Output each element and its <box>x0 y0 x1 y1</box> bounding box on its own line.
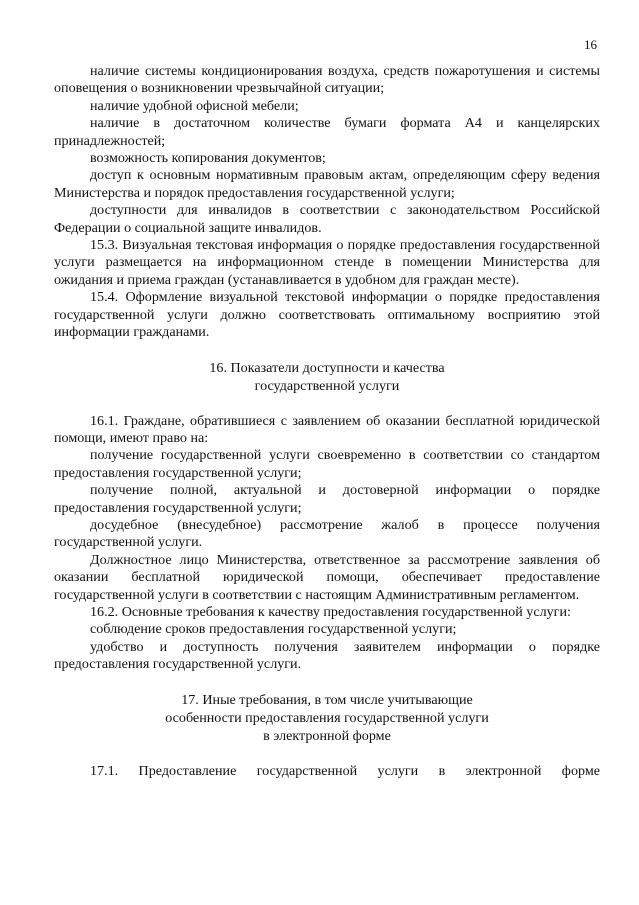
paragraph-15-item-4: возможность копирования документов; <box>90 150 326 167</box>
heading-16-line-1: 16. Показатели доступности и качества <box>209 359 445 376</box>
spacer <box>54 342 600 359</box>
paragraph-16-2: 16.2. Основные требования к качеству предоставления государственной услуги: <box>90 603 571 620</box>
spacer <box>54 674 600 691</box>
page-number: 16 <box>584 37 597 52</box>
paragraph-15-item-5: доступ к основным нормативным правовым актам, определяющим сферу ведения Министерства и порядок предоставления государственной услуги; <box>54 167 600 201</box>
paragraph-16-item-2: получение полной, актуальной и достоверной информации о порядке предоставления государственной услуги; <box>54 482 600 516</box>
paragraph-15-4: 15.4. Оформление визуальной текстовой информации о порядке предоставления государственной услуги должно соответствовать оптимальному восприятию этой информации гражданами. <box>54 289 600 341</box>
paragraph-15-item-6: доступности для инвалидов в соответствии с законодательством Российской Федерации о социальной защите инвалидов. <box>54 202 600 236</box>
heading-17-line-1: 17. Иные требования, в том числе учитывающие <box>181 691 473 708</box>
paragraph-16-2-item-1: соблюдение сроков предоставления государственной услуги; <box>90 621 457 638</box>
paragraph-15-item-2: наличие удобной офисной мебели; <box>90 97 299 114</box>
paragraph-16-2-item-2: удобство и доступность получения заявителем информации о порядке предоставления государственной услуги. <box>54 638 600 673</box>
paragraph-15-item-1: наличие системы кондиционирования воздуха, средств пожаротушения и системы оповещения о возникновении чрезвычайной ситуации; <box>54 63 600 97</box>
paragraph-16-item-3: досудебное (внесудебное) рассмотрение жалоб в процессе получения государственной услуги. <box>54 516 600 551</box>
paragraph-15-item-3: наличие в достаточном количестве бумаги формата А4 и канцелярских принадлежностей; <box>54 115 600 149</box>
document-body <box>54 63 600 780</box>
paragraph-16-item-1: получение государственной услуги своевременно в соответствии со стандартом предоставления государственной услуги; <box>54 447 600 481</box>
heading-16-line-2: государственной услуги <box>254 377 400 394</box>
section-heading-16 <box>54 359 600 395</box>
paragraph-15-3: 15.3. Визуальная текстовая информация о порядке предоставления государственной услуги размещается на информационном стенде в помещении Министерства для ожидания и приема граждан (устанавливается в удобном для граждан месте). <box>54 237 600 288</box>
heading-17-line-3: в электронной форме <box>263 727 391 744</box>
spacer <box>54 745 600 763</box>
paragraph-16-official: Должностное лицо Министерства, ответственное за рассмотрение заявления об оказании бесплатной юридической помощи, обеспечивает предоставление государственной услуги в соответствии с настоящим Административным регламентом. <box>54 551 600 603</box>
section-heading-17 <box>54 691 600 745</box>
paragraph-17-1: 17.1. Предоставление государственной услуги в электронной форме <box>90 762 600 779</box>
paragraph-16-1: 16.1. Граждане, обратившиеся с заявлением об оказании бесплатной юридической помощи, имеют право на: <box>54 412 600 446</box>
heading-17-line-2: особенности предоставления государственной услуги <box>165 709 489 726</box>
spacer <box>54 395 600 413</box>
